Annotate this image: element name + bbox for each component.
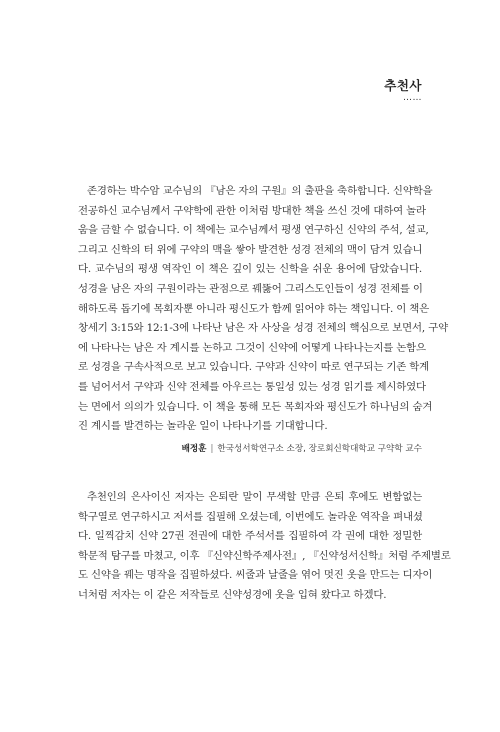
endorsement-2-text	[78, 488, 451, 606]
paragraph-line: 해하도록 돕기에 목회자뿐 아니라 평신도가 함께 읽어야 하는 책입니다. 이 책은	[78, 302, 430, 315]
section-header	[384, 76, 422, 103]
paragraph-line: 전공하신 교수님께서 구약학에 관한 이처럼 방대한 책을 쓰신 것에 대하여 놀라	[78, 204, 426, 217]
title-dots: ……	[403, 93, 422, 103]
endorser-name: 배정훈	[181, 444, 207, 454]
endorser-signature	[182, 442, 422, 454]
paragraph-line: 에 나타나는 남은 자 계시를 논하고 그것이 신약에 어떻게 나타나는지를 논함으	[78, 341, 426, 354]
paragraph-line: 움을 금할 수 없습니다. 이 책에는 교수님께서 평생 연구하신 신약의 주석, 설교,	[78, 224, 429, 237]
paragraph-line: 학구열로 연구하시고 저서를 집필해 오셨는데, 이번에도 놀라운 역작을 펴내셨	[78, 510, 423, 523]
paragraph-line: 창세기 3:15와 12:1-3에 나타난 남은 자 사상을 성경 전체의 핵심으로 보면서, 구약	[78, 322, 448, 335]
paragraph-line: 너처럼 저자는 이 같은 저작들로 신약성경에 옷을 입혀 왔다고 하겠다.	[78, 588, 387, 601]
paragraph-line: 를 넘어서서 구약과 신약 전체를 아우르는 통일성 있는 성경 읽기를 제시하였다	[78, 380, 426, 393]
paragraph-line: 로 성경을 구속사적으로 보고 있습니다. 구약과 신약이 따로 연구되는 기존 학계	[78, 361, 430, 374]
paragraph-line: 추천인의 은사이신 저자는 은퇴란 말이 무색할 만큼 은퇴 후에도 변함없는	[87, 491, 422, 503]
paragraph-line: 다. 일찍감치 신약 27권 전권에 대한 주석서를 집필하여 각 권에 대한 정밀한	[78, 530, 422, 543]
paragraph-line: 는 면에서 의의가 있습니다. 이 책을 통해 모든 목회자와 평신도가 하나님의 숨겨	[78, 400, 433, 413]
paragraph-line: 그리고 신학의 터 위에 구약의 맥을 쌓아 발견한 성경 전체의 맥이 담겨 있습니	[78, 243, 423, 256]
paragraph-line: 다. 교수님의 평생 역작인 이 책은 깊이 있는 신학을 쉬운 용어에 담았습니다.	[78, 263, 422, 276]
paragraph-line: 진 계시를 발견하는 놀라운 일이 나타나기를 기대합니다.	[78, 420, 328, 433]
paragraph-line: 학문적 탐구를 마쳤고, 이후 『신약신학주제사전』, 『신약성서신학』처럼 주제별로	[78, 549, 451, 562]
paragraph-line: 존경하는 박수암 교수님의 『남은 자의 구원』의 출판을 축하합니다. 신약학을	[87, 185, 433, 197]
endorsement-1-text	[78, 182, 448, 437]
section-title: 추천사	[384, 78, 422, 93]
separator: |	[210, 444, 214, 454]
endorser-title: 한국성서학연구소 소장, 장로회신학대학교 구약학 교수	[217, 444, 422, 454]
paragraph-line: 도 신약을 꿰는 명작을 집필하셨다. 씨줄과 날줄을 엮어 멋진 옷을 만드는 디자이	[78, 569, 433, 582]
paragraph-line: 성경을 남은 자의 구원이라는 관점으로 꿰뚫어 그리스도인들이 성경 전체를 이	[78, 282, 423, 295]
